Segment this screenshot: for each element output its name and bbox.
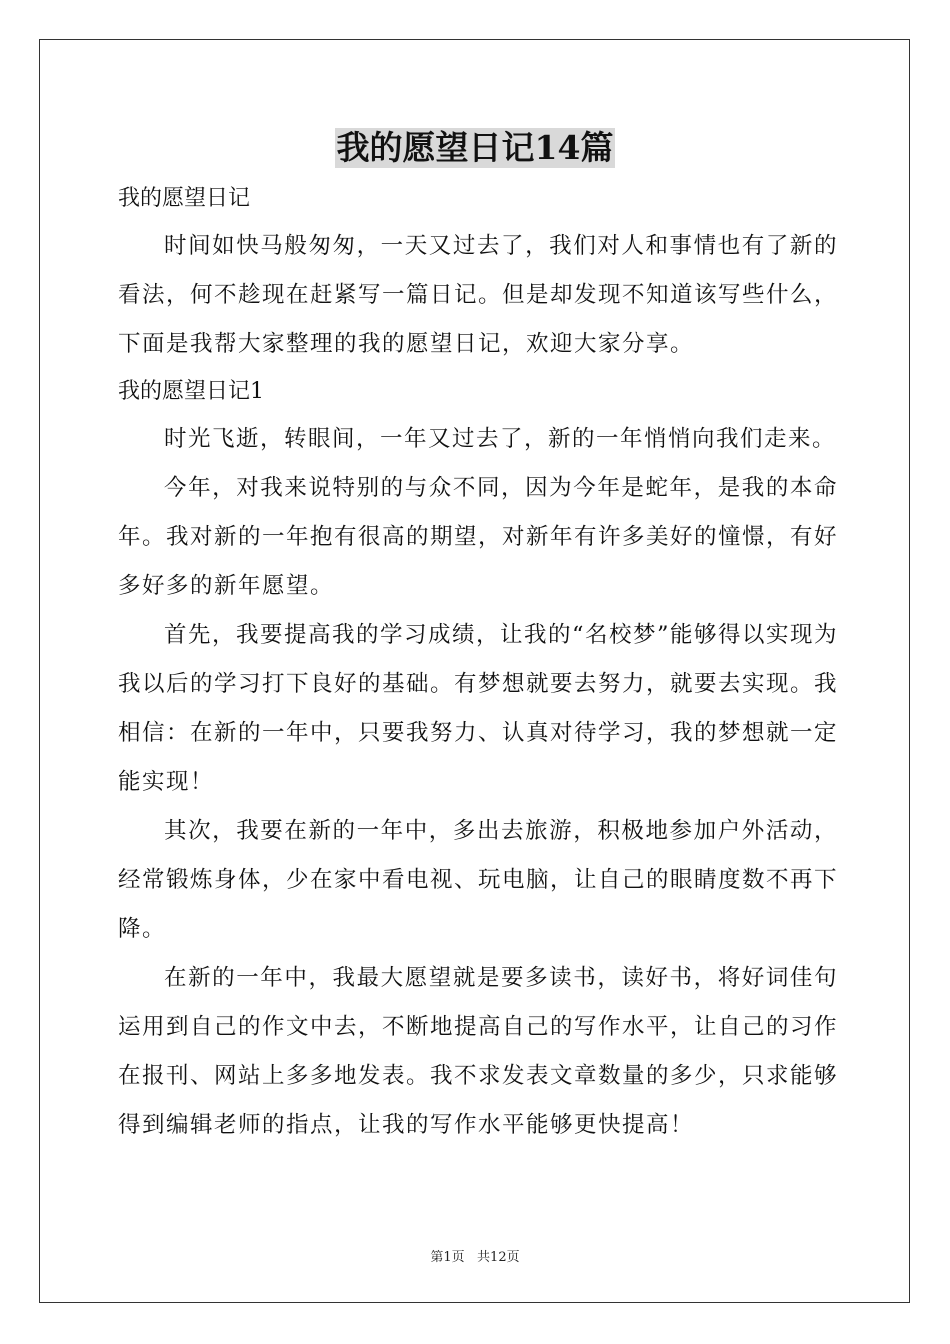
document-body xyxy=(118,178,838,1150)
body-paragraph: 今年，对我来说特别的与众不同，因为今年是蛇年，是我的本命年。我对新的一年抱有很高的期望，对新年有许多美好的憧憬，有好多好多的新年愿望。 xyxy=(118,475,839,599)
body-paragraph: 时光飞逝，转眼间，一年又过去了，新的一年悄悄向我们走来。 xyxy=(164,426,837,452)
body-paragraph: 其次，我要在新的一年中，多出去旅游，积极地参加户外活动，经常锻炼身体，少在家中看电视、玩电脑，让自己的眼睛度数不再下降。 xyxy=(118,818,839,942)
section-heading: 我的愿望日记1 xyxy=(118,379,264,404)
body-paragraph: 在新的一年中，我最大愿望就是要多读书，读好书，将好词佳句运用到自己的作文中去，不断地提高自己的写作水平，让自己的习作在报刊、网站上多多地发表。我不求发表文章数量的多少，只求能够得到编辑老师的指点，让我的写作水平能够更快提高！ xyxy=(118,965,839,1138)
body-paragraph: 首先，我要提高我的学习成绩，让我的“名校梦”能够得以实现为我以后的学习打下良好的基础。有梦想就要去努力，就要去实现。我相信：在新的一年中，只要我努力、认真对待学习，我的梦想就一定能实现！ xyxy=(118,622,839,795)
page-footer: 第1页 共12页 xyxy=(430,1250,520,1265)
title-area xyxy=(0,128,950,168)
intro-paragraph: 时间如快马般匆匆，一天又过去了，我们对人和事情也有了新的看法，何不趁现在赶紧写一篇日记。但是却发现不知道该写些什么，下面是我帮大家整理的我的愿望日记，欢迎大家分享。 xyxy=(118,233,839,357)
document-title: 我的愿望日记14篇 xyxy=(336,128,614,167)
intro-heading: 我的愿望日记 xyxy=(118,186,251,211)
